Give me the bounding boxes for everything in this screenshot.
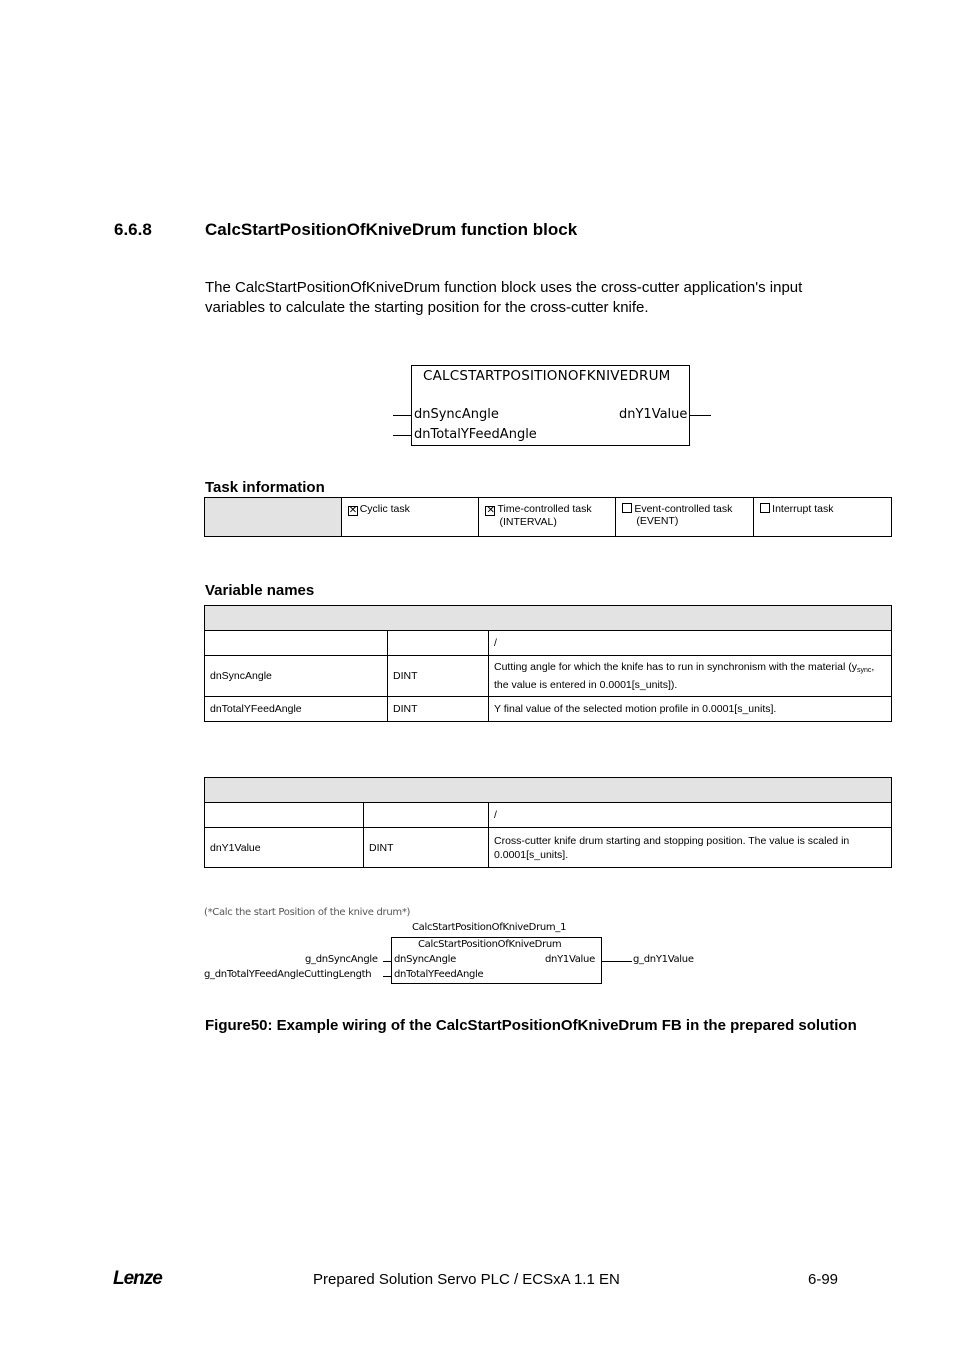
task-interrupt-label: Interrupt task [772,503,834,515]
example-pin-y1-value: dnY1Value [545,954,595,965]
section-number: 6.6.8 [114,220,152,239]
example-var-sync-angle: g_dnSyncAngle [305,954,378,965]
fb-input-total-feed-angle: dnTotalYFeedAngle [414,427,537,442]
variable-names-heading: Variable names [205,582,315,599]
example-wire-out [602,961,632,962]
intro-paragraph: The CalcStartPositionOfKniveDrum function block uses the cross-cutter application's input variables to calculate the starting position for the cross-cutter knife. [205,279,803,316]
example-pin-total-feed-angle: dnTotalYFeedAngle [394,969,484,980]
input-line-1 [393,415,411,416]
column-header: / [489,803,892,828]
task-label-cell [205,498,342,537]
checkbox-empty-icon [760,503,770,513]
example-block-name: CalcStartPositionOfKniveDrum [418,939,562,950]
example-wire-in1 [383,961,391,962]
var-type: DINT [364,828,489,868]
task-event-label: Event-controlled task [634,503,733,515]
var-type: DINT [388,656,489,697]
checkbox-empty-icon [622,503,632,513]
figure-caption: Figure50: Example wiring of the CalcStartPositionOfKniveDrum FB in the prepared solution [205,1017,857,1034]
output-line-1 [690,415,711,416]
table-row [205,828,892,868]
fb-output-y1-value: dnY1Value [619,407,688,422]
column-header [205,631,388,656]
task-info-table [204,497,892,537]
desc-text: , the value is entered in 0.0001[s_units]). [494,661,875,691]
var-name: dnY1Value [205,828,364,868]
task-cell-cyclic [341,498,479,537]
column-header [205,803,364,828]
example-var-total-feed-angle: g_dnTotalYFeedAngleCuttingLength [204,969,372,980]
output-variables-table [204,777,892,868]
lenze-logo: Lenze [113,1268,162,1289]
column-header [364,803,489,828]
task-interval-sub: (INTERVAL) [499,516,557,528]
var-description: Y final value of the selected motion profile in 0.0001[s_units]. [489,697,892,722]
task-cyclic-label: Cyclic task [359,503,410,515]
example-var-y1-value: g_dnY1Value [633,954,694,965]
var-description: Cross-cutter knife drum starting and stopping position. The value is scaled in 0.0001[s_units]. [489,828,892,868]
example-pin-sync-angle: dnSyncAngle [394,954,456,965]
table-header-row [205,606,892,631]
example-instance-name: CalcStartPositionOfKniveDrum_1 [412,922,567,933]
task-interval-label: Time-controlled task [497,503,592,515]
section-title: CalcStartPositionOfKniveDrum function block [205,220,578,239]
desc-text: Cutting angle for which the knife has to run in synchronism with the material (y [494,661,858,673]
table-row [205,697,892,722]
column-header: / [489,631,892,656]
task-event-sub: (EVENT) [636,515,679,527]
task-cell-interval [479,498,616,537]
footer-doc-title: Prepared Solution Servo PLC / ECSxA 1.1 EN [313,1271,620,1288]
function-block-name: CALCSTARTPOSITIONOFKNIVEDRUM [423,368,671,384]
table-header-row [205,778,892,803]
var-name: dnSyncAngle [205,656,388,697]
fb-input-sync-angle: dnSyncAngle [414,407,499,422]
example-comment: (*Calc the start Position of the knive drum*) [204,907,411,918]
var-name: dnTotalYFeedAngle [205,697,388,722]
example-wire-in2 [383,976,391,977]
input-line-2 [393,435,411,436]
input-variables-table [204,605,892,722]
var-description [489,656,892,697]
footer-page-number: 6-99 [808,1271,839,1288]
task-info-heading: Task information [205,479,325,496]
desc-subscript: sync [857,667,872,674]
var-type: DINT [388,697,489,722]
task-cell-interrupt [754,498,892,537]
table-row [205,656,892,697]
task-cell-event [616,498,754,537]
column-header [388,631,489,656]
checkbox-checked-icon: ✕ [486,505,495,516]
checkbox-checked-icon: ✕ [348,505,358,516]
